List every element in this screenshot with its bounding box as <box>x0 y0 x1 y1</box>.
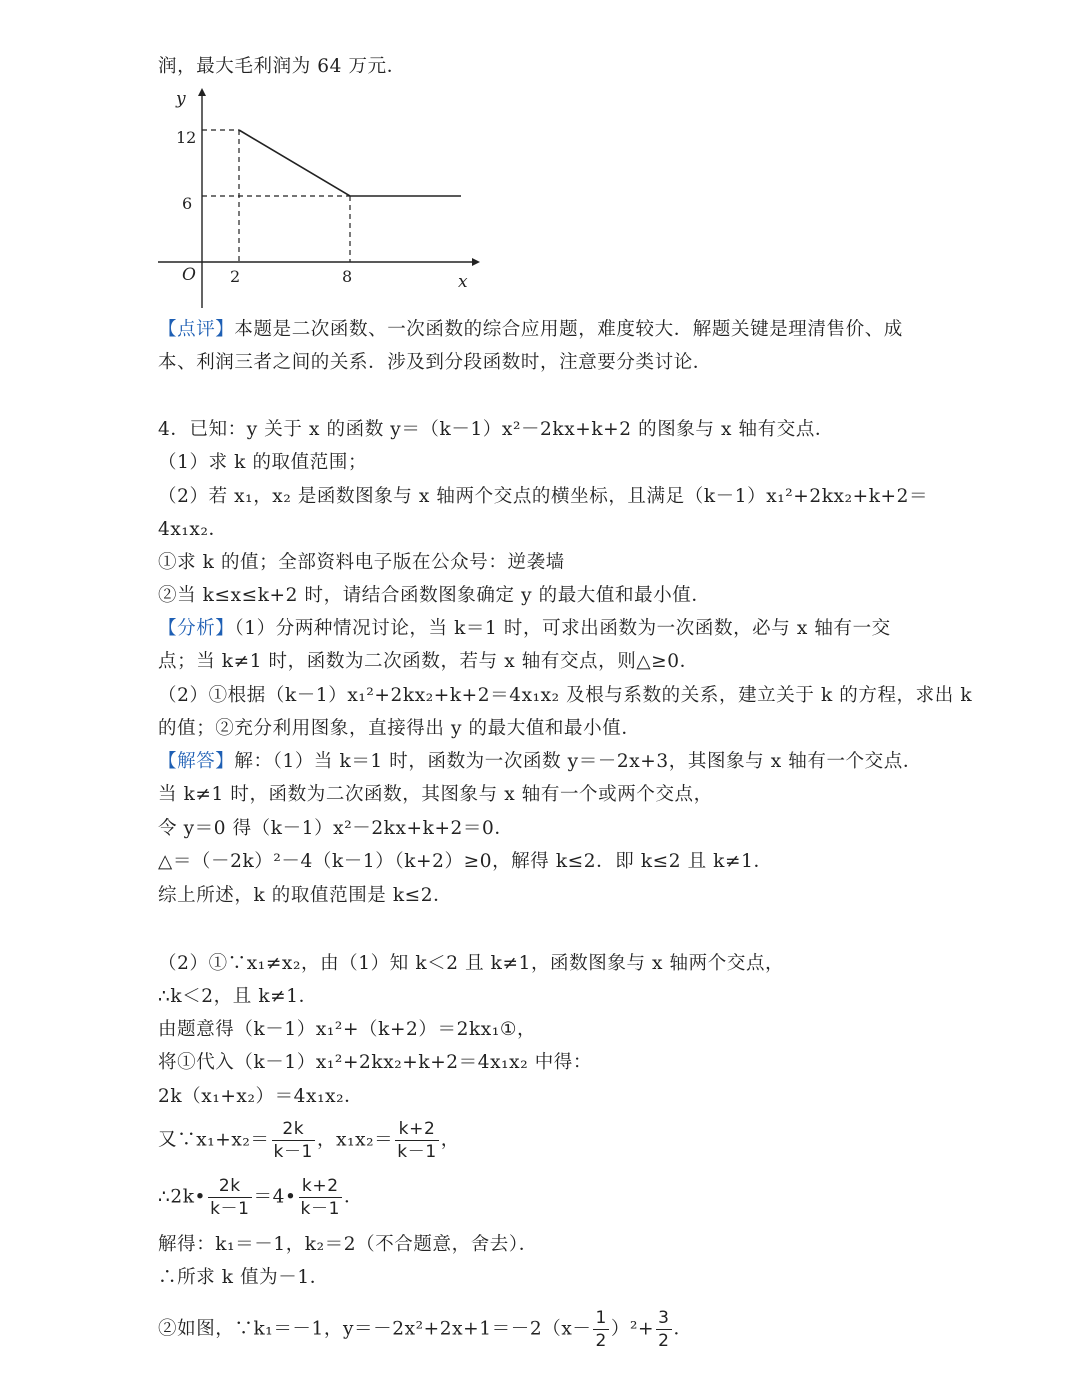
problem-4-q2-line-2: 4x₁x₂． <box>158 519 228 540</box>
analysis-line-1: 【分析】（1）分两种情况讨论，当 k＝1 时，可求出函数为一次函数，必与 x 轴有一交 <box>158 618 891 639</box>
equation-line: ∴2k• $\frac{2k}{k-1}$ ＝4• $\frac{k+2}{k-1}$ ． <box>158 1176 364 1219</box>
solution-part2-line-3: 由题意得（k－1）x₁²+（k+2）＝2kx₁①， <box>158 1019 537 1040</box>
problem-4-q2-part-1: ①求 k 的值；全部资料电子版在公众号：逆袭墙 <box>158 552 565 573</box>
x-axis-arrow <box>472 258 480 266</box>
solution-result-line: 解得：k₁＝－1，k₂＝2（不合题意，舍去）． <box>158 1234 538 1255</box>
y-axis-arrow <box>198 88 206 96</box>
fraction-3-over-2: $\frac{3}{2}$ <box>658 1308 670 1351</box>
x-tick-label-2: 2 <box>230 267 241 286</box>
solution-line-2: 当 k≠1 时，函数为二次函数，其图象与 x 轴有一个或两个交点， <box>158 784 713 805</box>
piecewise-function-graph <box>150 82 480 312</box>
solution-k-value-line: ∴所求 k 值为－1． <box>158 1267 329 1288</box>
y-tick-label-6: 6 <box>182 194 193 213</box>
solution-line-4: △＝（－2k）²－4（k－1）（k+2）≥0，解得 k≤2．即 k≤2 且 k≠1． <box>158 851 773 872</box>
problem-4-q2-line-1: （2）若 x₁，x₂ 是函数图象与 x 轴两个交点的横坐标，且满足（k－1）x₁²+2kx₂+k+2＝ <box>158 486 929 507</box>
solution-tag: 【解答】 <box>158 751 235 772</box>
fraction-2k-over-k-minus-1-b: $\frac{2k}{k-1}$ <box>210 1176 250 1219</box>
fraction-2k-over-k-minus-1: $\frac{2k}{k-1}$ <box>273 1119 313 1162</box>
analysis-line-2: 点；当 k≠1 时，函数为二次函数，若与 x 轴有交点，则△≥0． <box>158 651 699 672</box>
top-line: 润，最大毛利润为 64 万元． <box>158 56 406 77</box>
comment-line-1: 【点评】本题是二次函数、一次函数的综合应用题，难度较大．解题关键是理清售价、成 <box>158 319 903 340</box>
problem-4-q1: （1）求 k 的取值范围； <box>158 452 368 473</box>
analysis-line-3: （2）①根据（k－1）x₁²+2kx₂+k+2＝4x₁x₂ 及根与系数的关系，建立关于 k 的方程，求出 k <box>158 685 973 706</box>
solution-line-1: 【解答】解：（1）当 k＝1 时，函数为一次函数 y＝－2x+3，其图象与 x 轴有一个交点． <box>158 751 922 772</box>
fraction-k-plus-2-over-k-minus-1: $\frac{k+2}{k-1}$ <box>397 1119 437 1162</box>
origin-label: O <box>182 265 196 285</box>
x-axis-label: x <box>458 272 468 292</box>
problem-4-stem: 4．已知：y 关于 x 的函数 y＝（k－1）x²－2kx+k+2 的图象与 x 轴有交点． <box>158 419 835 440</box>
solution-part2-line-1: （2）①∵x₁≠x₂，由（1）知 k＜2 且 k≠1，函数图象与 x 轴两个交点， <box>158 953 785 974</box>
fraction-1-over-2: $\frac{1}{2}$ <box>595 1308 607 1351</box>
analysis-line-4: 的值；②充分利用图象，直接得出 y 的最大值和最小值． <box>158 718 641 739</box>
analysis-tag: 【分析】 <box>158 618 235 639</box>
x-tick-label-8: 8 <box>342 267 353 286</box>
solution-part2-line-5: 2k（x₁+x₂）＝4x₁x₂． <box>158 1086 364 1107</box>
solution-line-3: 令 y＝0 得（k－1）x²－2kx+k+2＝0． <box>158 818 514 839</box>
vertex-form-line: ②如图，∵k₁＝－1，y＝－2x²+2x+1＝－2（x－ $\frac{1}{2}$ ）²+ $\frac{3}{2}$ ． <box>158 1308 693 1351</box>
fraction-k-plus-2-over-k-minus-1-b: $\frac{k+2}{k-1}$ <box>300 1176 340 1219</box>
solution-line-5: 综上所述，k 的取值范围是 k≤2． <box>158 885 453 906</box>
solution-part2-line-2: ∴k＜2，且 k≠1． <box>158 986 318 1007</box>
comment-line-2: 本、利润三者之间的关系．涉及到分段函数时，注意要分类讨论． <box>158 352 712 373</box>
vieta-formula-line: 又∵x₁+x₂＝ $\frac{2k}{k-1}$ ，x₁x₂＝ $\frac{k+2}{k-1}$ ， <box>158 1119 460 1162</box>
y-axis-label: y <box>176 89 186 109</box>
function-line <box>239 130 461 196</box>
solution-part2-line-4: 将①代入（k－1）x₁²+2kx₂+k+2＝4x₁x₂ 中得： <box>158 1052 593 1073</box>
comment-tag: 【点评】 <box>158 319 235 340</box>
y-tick-label-12: 12 <box>176 128 197 147</box>
problem-4-q2-part-2: ②当 k≤x≤k+2 时，请结合函数图象确定 y 的最大值和最小值． <box>158 585 711 606</box>
